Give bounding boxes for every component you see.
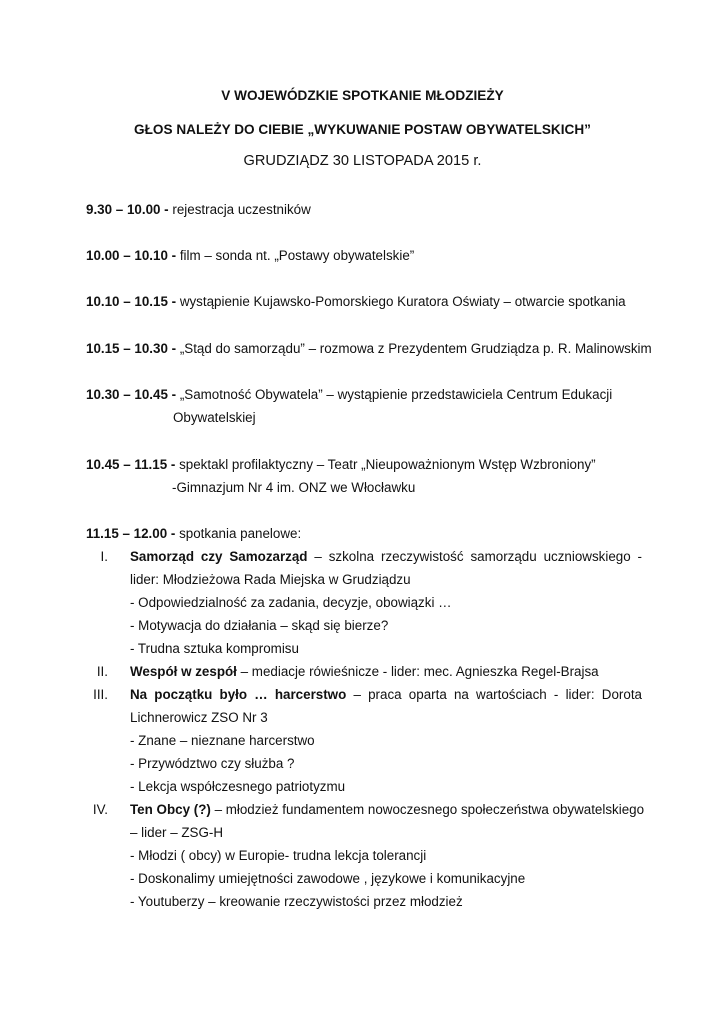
panel-description: – praca oparta na wartościach - lider: Dorota: [346, 687, 642, 702]
panel-title: Samorząd czy Samozarząd: [130, 549, 308, 564]
schedule-text: rejestracja uczestników: [168, 202, 311, 217]
panel-topic: - Młodzi ( obcy) w Europie- trudna lekcja tolerancji: [130, 848, 427, 863]
schedule-time: 9.30 – 10.00 -: [86, 202, 169, 217]
event-title: V WOJEWÓDZKIE SPOTKANIE MŁODZIEŻY: [221, 88, 504, 103]
schedule-item: [86, 457, 596, 472]
panel-leader: Lichnerowicz ZSO Nr 3: [130, 710, 268, 725]
schedule-continuation: -Gimnazjum Nr 4 im. ONZ we Włocławku: [172, 480, 416, 495]
panel-title: Wespół w zespół: [130, 664, 237, 679]
schedule-item: [86, 294, 626, 309]
schedule-time: 11.15 – 12.00 -: [86, 526, 176, 541]
panel-leader: – lider – ZSG-H: [130, 825, 224, 840]
panel-topic: - Doskonalimy umiejętności zawodowe , językowe i komunikacyjne: [130, 871, 526, 886]
panel-description: – szkolna rzeczywistość samorządu uczniowskiego -: [307, 549, 643, 564]
panel-description: – mediacje rówieśnicze - lider: mec. Agnieszka Regel-Brajsa: [236, 664, 599, 679]
panel-topic: - Znane – nieznane harcerstwo: [130, 733, 315, 748]
schedule-time: 10.30 – 10.45 -: [86, 387, 177, 402]
panel-leader: lider: Młodzieżowa Rada Miejska w Grudziądzu: [130, 572, 411, 587]
schedule-text: spotkania panelowe:: [175, 526, 302, 541]
panel-number: III.: [93, 687, 108, 702]
schedule-text: film – sonda nt. „Postawy obywatelskie”: [176, 248, 415, 263]
schedule-item: [86, 341, 652, 356]
schedule-item: [86, 387, 612, 402]
schedule-time: 10.00 – 10.10 -: [86, 248, 177, 263]
panel-topic: - Lekcja współczesnego patriotyzmu: [130, 779, 346, 794]
panel-title: Ten Obcy (?): [130, 802, 211, 817]
event-subtitle: GŁOS NALEŻY DO CIEBIE „WYKUWANIE POSTAW OBYWATELSKICH”: [134, 122, 591, 137]
panel-topic: - Przywództwo czy służba ?: [130, 756, 295, 771]
panel-number: IV.: [92, 802, 108, 817]
panel-description: – młodzież fundamentem nowoczesnego społeczeństwa obywatelskiego: [210, 802, 645, 817]
panel-heading: [130, 549, 642, 564]
schedule-item: [86, 248, 414, 263]
schedule-item: [86, 202, 311, 217]
panel-heading: [130, 802, 645, 817]
panel-topic: - Odpowiedzialność za zadania, decyzje, obowiązki …: [130, 595, 452, 610]
schedule-time: 10.10 – 10.15 -: [86, 294, 177, 309]
panel-heading: [130, 687, 642, 702]
panel-number: II.: [96, 664, 108, 679]
schedule-text: wystąpienie Kujawsko-Pomorskiego Kuratora Oświaty – otwarcie spotkania: [176, 294, 626, 309]
schedule-time: 10.45 – 11.15 -: [86, 457, 176, 472]
schedule-text: „Stąd do samorządu” – rozmowa z Prezydentem Grudziądza p. R. Malinowskim: [176, 341, 652, 356]
schedule-continuation: Obywatelskiej: [173, 410, 256, 425]
panel-number: I.: [100, 549, 108, 564]
schedule-time: 10.15 – 10.30 -: [86, 341, 177, 356]
panel-title: Na początku było … harcerstwo: [130, 687, 347, 702]
schedule-item: [86, 526, 301, 541]
panel-topic: - Youtuberzy – kreowanie rzeczywistości przez młodzież: [130, 894, 463, 909]
schedule-text: „Samotność Obywatela” – wystąpienie przedstawiciela Centrum Edukacji: [176, 387, 613, 402]
event-date: GRUDZIĄDZ 30 LISTOPADA 2015 r.: [243, 153, 482, 169]
panel-topic: - Trudna sztuka kompromisu: [130, 641, 299, 656]
panel-topic: - Motywacja do działania – skąd się bierze?: [130, 618, 389, 633]
schedule-text: spektakl profilaktyczny – Teatr „Nieupoważnionym Wstęp Wzbroniony”: [175, 457, 596, 472]
panel-heading: [130, 664, 642, 679]
